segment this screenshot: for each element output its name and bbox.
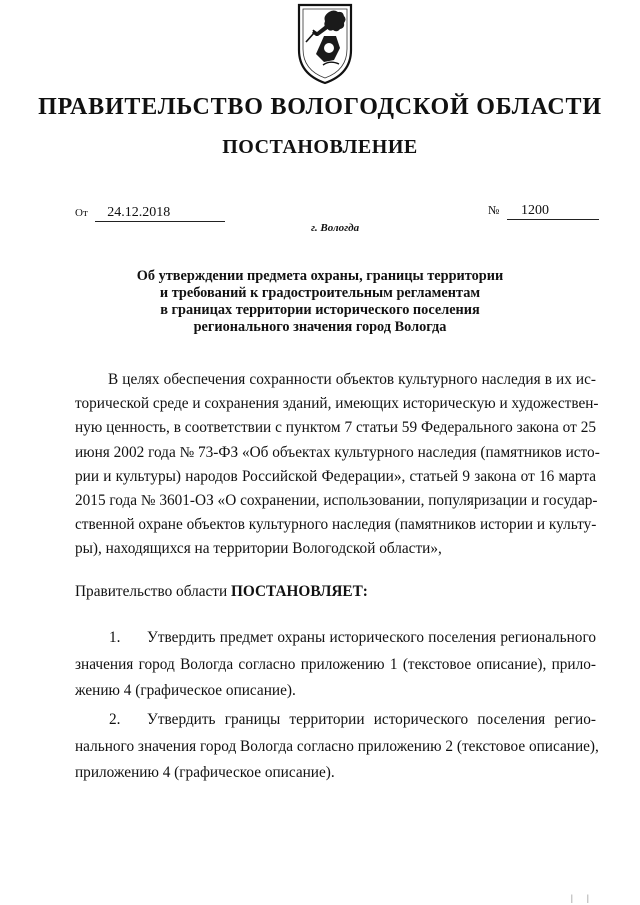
subject-line: регионального значения город Вологда (193, 319, 447, 335)
subject-line: Об утверждении предмета охраны, границы территории (136, 268, 504, 284)
decree-keyword: ПОСТАНОВЛЯЕТ: (231, 583, 368, 600)
subject-line: и требований к градостроительным регламентам (159, 285, 481, 301)
document-number (488, 203, 599, 220)
item-text: Утвердить предмет охраны исторического поселения регионального (147, 629, 596, 646)
decree-statement (75, 583, 368, 601)
subject-line: в границах территории исторического поселения (160, 302, 480, 318)
vologda-coat-of-arms-icon (296, 2, 354, 86)
preamble-line: 2015 года № 3601-ОЗ «О сохранении, использовании, популяризации и государ- (75, 492, 598, 510)
preamble-paragraph (75, 368, 600, 562)
city-label: г. Вологда (311, 222, 360, 234)
item-line: нального значения город Вологда согласно приложению 2 (текстовое описание), (75, 737, 599, 755)
item-line: значения город Вологда согласно приложению 1 (текстовое описание), прило- (75, 655, 596, 673)
resolution-item-2 (75, 707, 599, 787)
number-value: 1200 (507, 203, 599, 220)
preamble-line: ры), находящихся на территории Вологодской области», (75, 540, 442, 558)
preamble-line: торической среде и сохранения зданий, имеющих историческую и художествен- (75, 395, 599, 413)
document-type: ПОСТАНОВЛЕНИЕ (222, 136, 418, 158)
date-value: 24.12.2018 (95, 205, 225, 222)
number-label: № (488, 203, 500, 217)
scan-mark: | | (571, 893, 595, 903)
preamble-line: рии и культуры) народов Российской Федерации», статьей 9 закона от 16 марта (75, 467, 596, 485)
resolution-item-1 (75, 625, 596, 705)
item-line: жению 4 (графическое описание). (75, 682, 296, 699)
preamble-line: В целях обеспечения сохранности объектов культурного наследия в их ис- (108, 371, 596, 388)
date-label: От (75, 207, 88, 219)
item-line (75, 625, 596, 652)
document-subject (0, 268, 640, 336)
item-text: Утвердить границы территории исторического поселения регио- (147, 711, 596, 728)
item-number: 1. (109, 629, 121, 646)
preamble-line: ную ценность, в соответствии с пунктом 7 статьи 59 Федерального закона от 25 (75, 419, 596, 437)
item-line: приложению 4 (графическое описание). (75, 764, 335, 781)
preamble-line: июня 2002 года № 73-ФЗ «Об объектах культурного наследия (памятников исто- (75, 443, 600, 461)
item-line (75, 707, 596, 734)
decree-prefix: Правительство области (75, 583, 228, 600)
preamble-line: ственной охране объектов культурного наследия (памятников истории и культу- (75, 516, 597, 534)
organization-title: ПРАВИТЕЛЬСТВО ВОЛОГОДСКОЙ ОБЛАСТИ (38, 94, 602, 120)
document-date (75, 205, 225, 222)
item-number: 2. (109, 711, 121, 728)
